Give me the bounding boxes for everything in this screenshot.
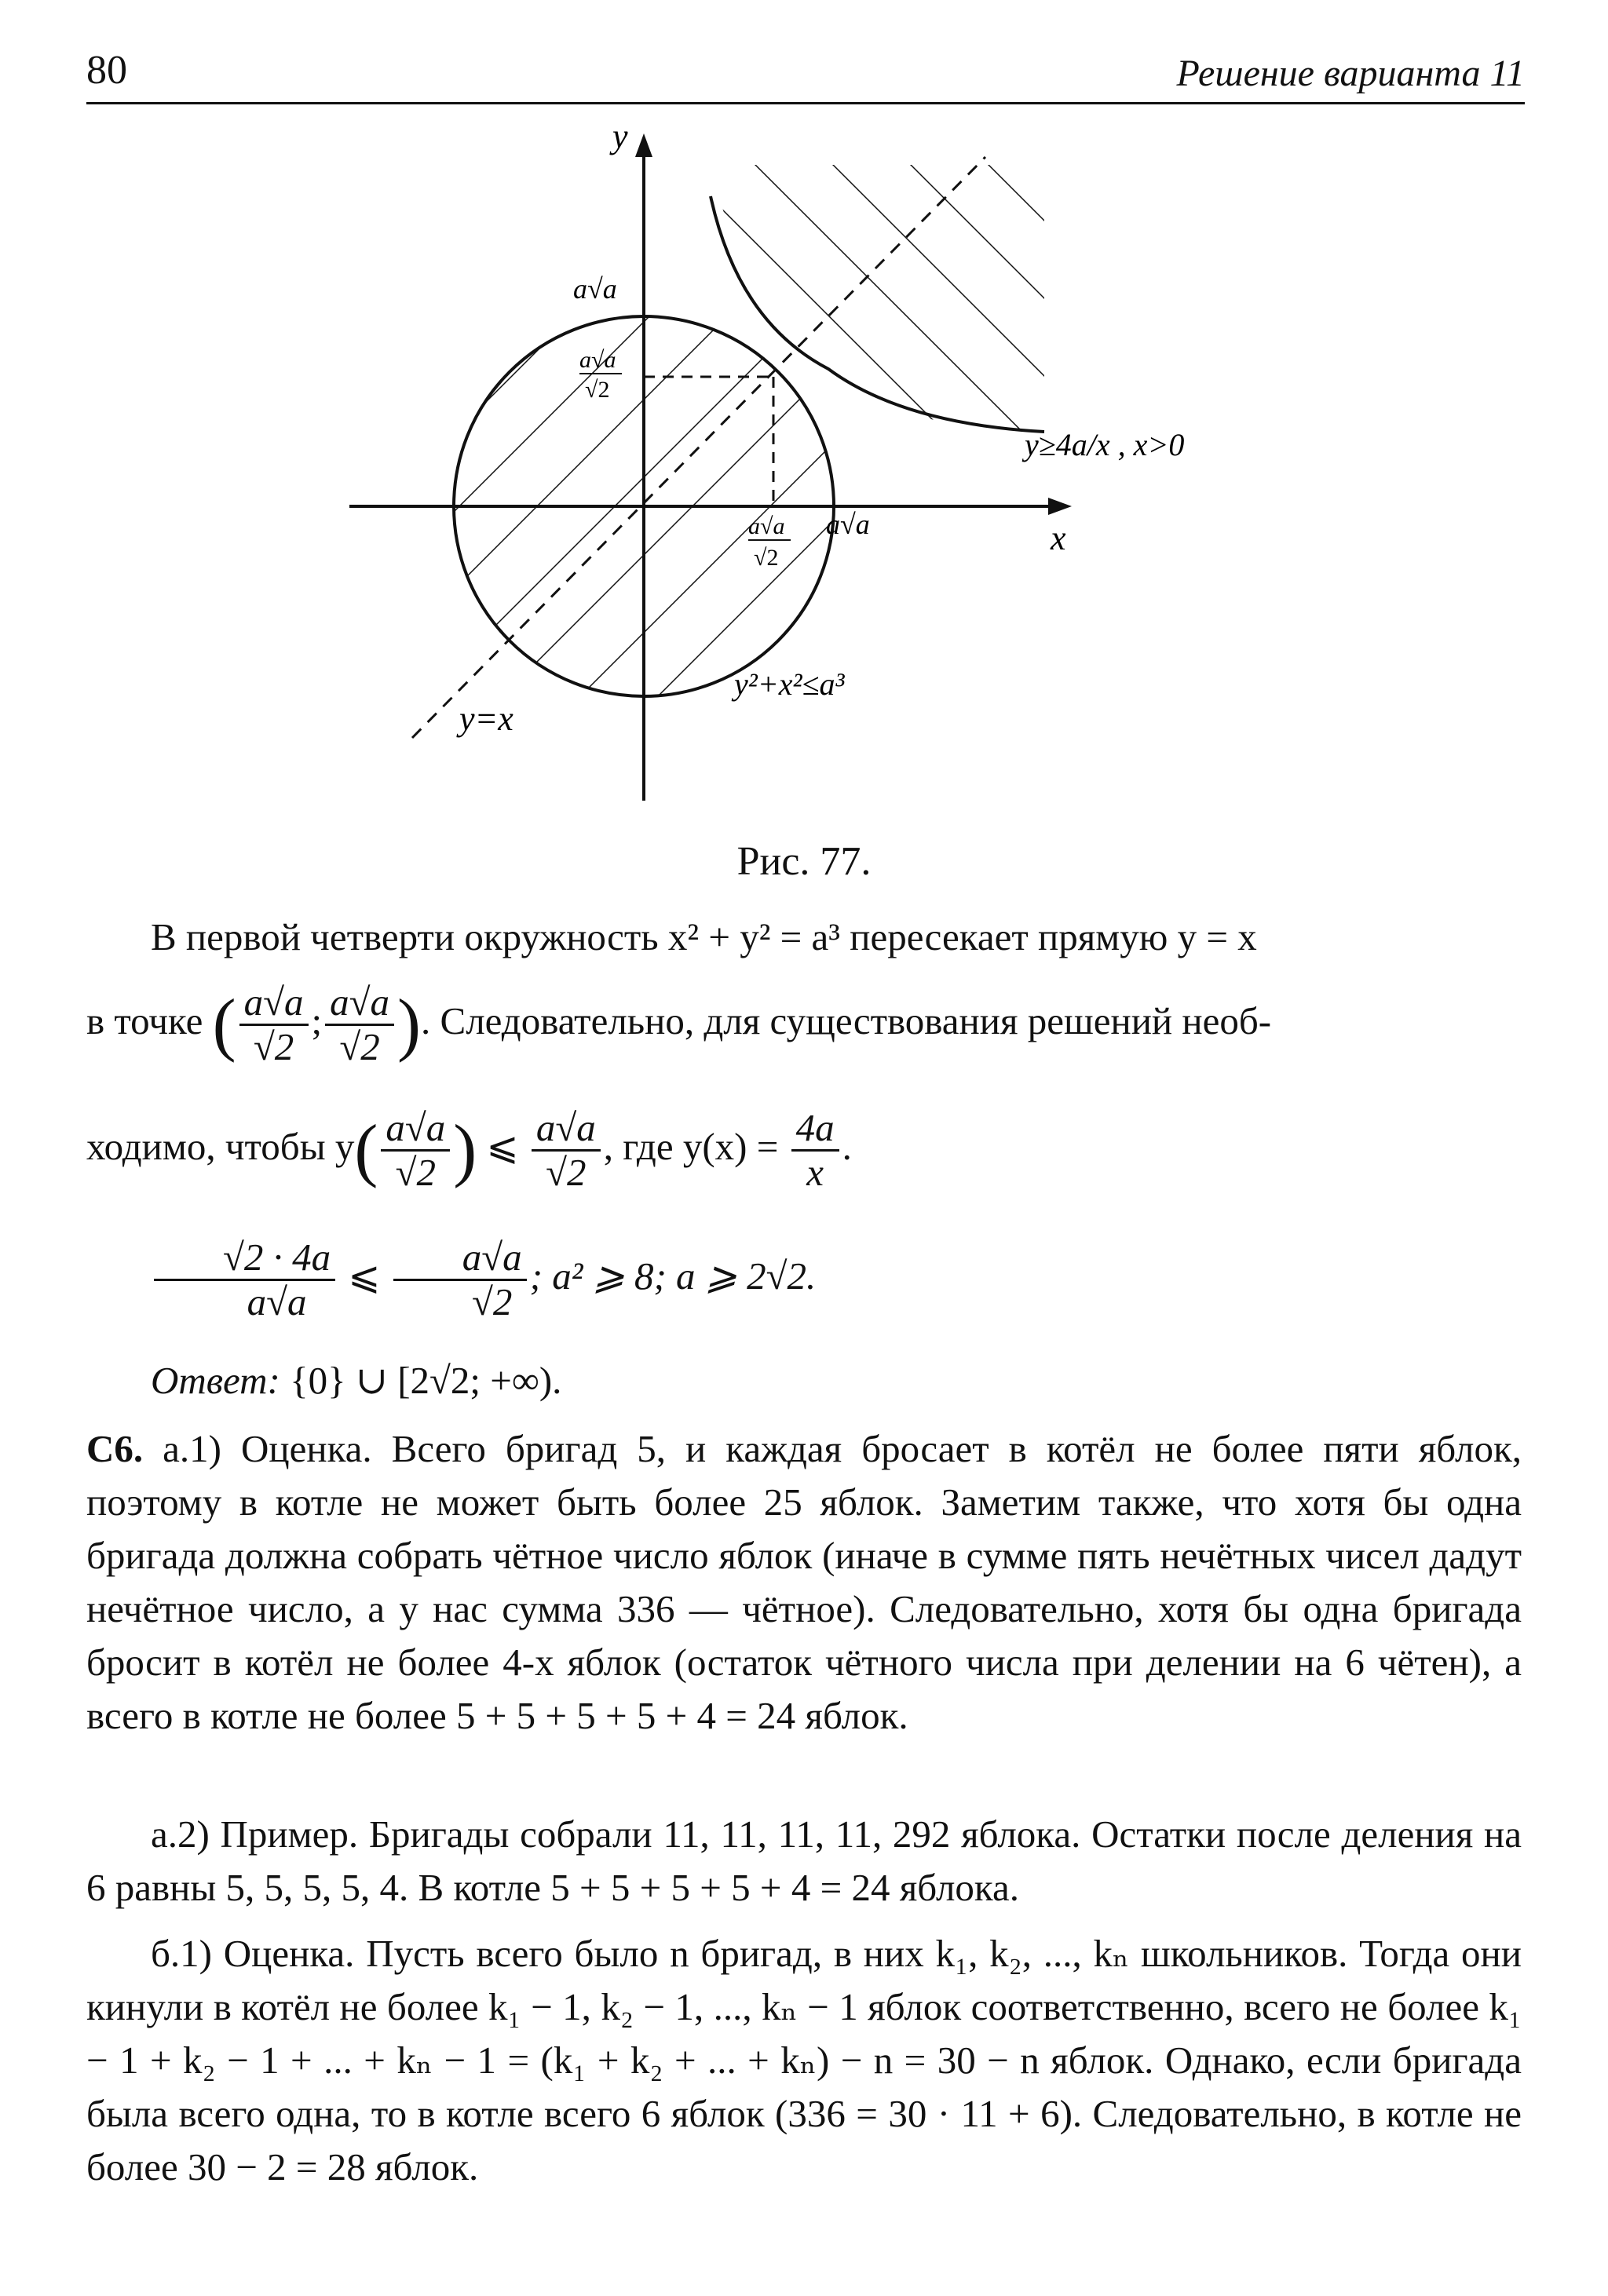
paragraph-a2: [86, 1808, 1522, 1915]
label-a-sqrt-a-x: a√a: [826, 509, 870, 540]
page-header: [86, 47, 1525, 104]
frac-num: a√a: [381, 1107, 450, 1152]
fraction-point-x: [239, 981, 309, 1068]
x-axis-arrow: [1048, 498, 1072, 515]
fraction-4a-over-x: [791, 1107, 839, 1194]
page-number: 80: [86, 48, 127, 93]
label-x-frac-den: √2: [754, 545, 779, 571]
frac-den: a√a: [247, 1280, 307, 1323]
y-axis-arrow: [635, 133, 652, 157]
running-title: Решение варианта 11: [1176, 53, 1525, 94]
label-x-frac-num: a√a: [748, 513, 785, 539]
c6-text: а.1) Оценка. Всего бригад 5, и каждая бросает в котёл не более пяти яблок, поэтому в котле не может быть более 25 яблок. Заметим также, что хотя бы одна бригада должна собрать чётное число яблок (иначе в сумме пять нечётных чисел дадут нечётное число, а у нас сумма 336 — чётное). Следовательно, хотя бы одна бригада бросит в котёл не более 4-х яблок (остаток чётного числа при делении на 6 чётен), а всего в котле не более 5 + 5 + 5 + 5 + 4 = 24 яблок.: [86, 1427, 1522, 1737]
paragraph-b1: [86, 1927, 1522, 2194]
inequality-rest: ; a² ⩾ 8; a ⩾ 2√2.: [529, 1254, 817, 1298]
frac-den: x: [806, 1151, 824, 1194]
a2-text: а.2) Пример. Бригады собрали 11, 11, 11, 11, 292 яблока. Остатки после деления на 6 равны 5, 5, 5, 5, 4. В котле 5 + 5 + 5 + 5 + 4 = 24 яблока.: [86, 1812, 1522, 1909]
p1-line3-pre: ходимо, чтобы y: [86, 1124, 355, 1168]
frac-num: √2 · 4a: [154, 1236, 335, 1281]
paren-close: ): [397, 985, 422, 1064]
frac-num: a√a: [239, 981, 309, 1026]
paragraph-c6: [86, 1422, 1522, 1743]
p1-line2-pre: в точке: [86, 998, 203, 1042]
frac-den: √2: [471, 1280, 513, 1323]
label-a-sqrt-a-y: a√a: [573, 273, 617, 305]
frac-den: √2: [253, 1025, 294, 1068]
answer-line: [86, 1354, 1522, 1407]
p1-line3-mid: , где y(x) =: [603, 1124, 779, 1168]
frac-den: √2: [546, 1151, 587, 1194]
b1-text: б.1) Оценка. Пусть всего было n бригад, в них k₁, k₂, ..., kₙ школьников. Тогда они кинули в котёл не более k₁ − 1, k₂ − 1, ..., kₙ − 1 яблок соответственно, всего не более k₁ − 1 + k₂ − 1 + ... + kₙ − 1 = (k₁ + k₂ + ... + kₙ) − n = 30 − n яблок. Однако, если бригада была всего одна, то в котле всего 6 яблок (336 = 30 · 11 + 6). Следовательно, в котле не более 30 − 2 = 28 яблок.: [86, 1932, 1522, 2188]
answer-label: Ответ:: [151, 1359, 280, 1402]
label-line: y=x: [459, 699, 513, 738]
fraction-arg: [381, 1107, 450, 1194]
inequality-line: [86, 1236, 1522, 1323]
label-y-frac-num: a√a: [579, 347, 616, 373]
frac-num: a√a: [532, 1107, 601, 1152]
paren-close: ): [453, 1111, 477, 1189]
relation-le: ⩽: [348, 1254, 381, 1298]
answer-value: {0} ∪ [2√2; +∞).: [290, 1359, 562, 1402]
label-y-frac-den: √2: [585, 377, 610, 403]
figure-77: [0, 110, 1608, 832]
frac-den: √2: [395, 1151, 437, 1194]
y-axis-label: y: [612, 117, 628, 155]
paragraph-1-line-1: [86, 911, 1522, 964]
p1-line2-post: . Следовательно, для существования решений необ-: [421, 998, 1272, 1042]
c6-label: С6.: [86, 1427, 144, 1470]
frac-num: 4a: [791, 1107, 839, 1152]
fraction-rhs: [532, 1107, 601, 1194]
label-circle: y²+x²≤a³: [734, 666, 845, 702]
p1-line1: В первой четверти окружность x² + y² = a³ пересекает прямую y = x: [151, 915, 1257, 958]
label-hyperbola: y≥4a/x , x>0: [1025, 427, 1185, 462]
fraction-lhs: [154, 1236, 335, 1323]
figure-caption: Рис. 77.: [736, 839, 872, 884]
fraction-rhs: [393, 1236, 527, 1323]
frac-num: a√a: [325, 981, 394, 1026]
paragraph-1-line-3: ходимо, чтобы y( $\frac{a√a}{√2}$ ) ⩽ $\frac{a√a}{√2}$ , где y(x) = $\frac{4a}{x}$ .: [86, 1106, 852, 1194]
frac-num: a√a: [393, 1236, 527, 1281]
relation-le: ⩽: [486, 1124, 519, 1168]
x-axis-label: x: [1051, 519, 1066, 557]
frac-den: √2: [339, 1025, 380, 1068]
paragraph-1-line-2: в точке ( $\frac{a√a}{√2}$ ; $\frac{a√a}{√2}$ ). Следовательно, для существования решений необ-: [86, 980, 1272, 1068]
paren-open: (: [212, 985, 236, 1064]
paren-open: (: [354, 1111, 378, 1189]
fraction-point-y: [325, 981, 394, 1068]
